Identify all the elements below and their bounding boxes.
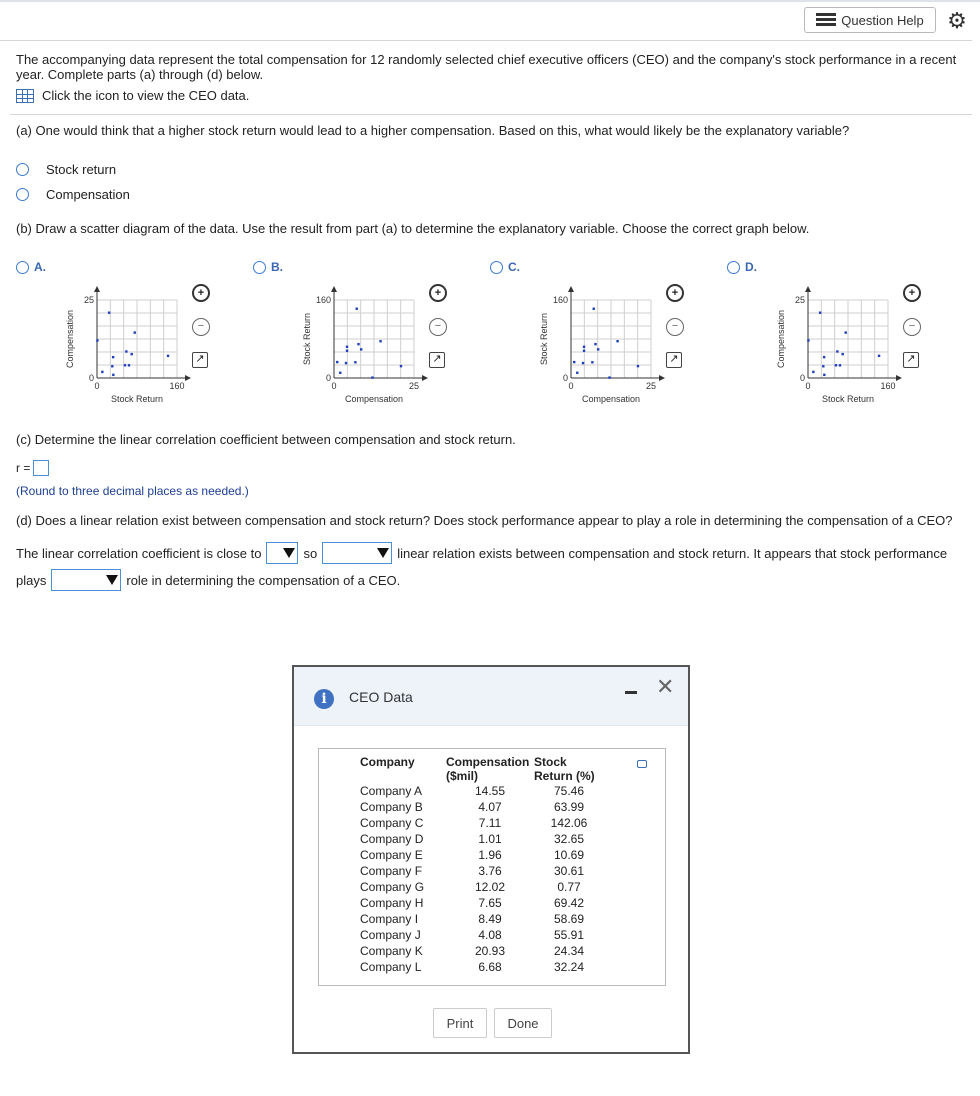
radio-compensation[interactable] xyxy=(16,188,29,201)
radio-graph-3[interactable] xyxy=(490,261,503,274)
zoom-in-icon[interactable]: + xyxy=(666,284,684,302)
company: Company H xyxy=(360,896,424,910)
graph-option-label: B. xyxy=(271,260,283,274)
part-d-question: (d) Does a linear relation exist between compensation and stock return? Does stock performance appear to play a role in determining the compensation of a CEO? xyxy=(16,513,953,528)
data-point xyxy=(594,343,596,345)
company: Company L xyxy=(360,960,422,974)
data-point xyxy=(835,364,837,366)
x-axis-arrow xyxy=(659,375,665,381)
data-point xyxy=(128,364,130,366)
data-point xyxy=(134,331,136,333)
data-point xyxy=(845,331,847,333)
popout-icon[interactable]: ↗ xyxy=(429,352,445,368)
graph-option-label: D. xyxy=(745,260,757,274)
done-button[interactable]: Done xyxy=(494,1008,552,1038)
stock-return-cell: 32.24 xyxy=(553,960,585,974)
data-point xyxy=(336,361,338,363)
x-axis-arrow xyxy=(896,375,902,381)
relation-dropdown[interactable] xyxy=(322,542,392,564)
list-icon xyxy=(816,13,836,27)
y-tick-label: 0 xyxy=(799,373,805,383)
sentence-text: The linear correlation coefficient is close to xyxy=(16,545,262,561)
data-point xyxy=(807,339,809,341)
y-axis-arrow xyxy=(805,286,811,292)
data-point xyxy=(591,361,593,363)
zoom-in-icon[interactable]: + xyxy=(429,284,447,302)
table-row xyxy=(360,911,604,927)
company: Company F xyxy=(360,864,423,878)
table-icon[interactable] xyxy=(16,89,34,103)
compensation-cell: 7.11 xyxy=(478,816,502,830)
compensation-cell: 20.93 xyxy=(474,944,506,958)
ceo-data-link[interactable] xyxy=(16,88,249,103)
stock-return-cell: 63.99 xyxy=(553,800,585,814)
x-tick-label: 0 xyxy=(568,381,574,391)
data-point xyxy=(839,364,841,366)
data-point xyxy=(111,365,113,367)
ceo-data-table xyxy=(360,755,604,975)
data-point xyxy=(637,365,639,367)
intro-text: The accompanying data represent the total compensation for 12 randomly selected chief executive officers (CEO) and the company's stock performance in a recent year. Complete parts (a) through (d) below. xyxy=(16,52,957,82)
stock-return-cell: 10.69 xyxy=(553,848,585,862)
data-point xyxy=(356,308,358,310)
stock-return-cell: 0.77 xyxy=(557,880,581,894)
x-tick-label: 0 xyxy=(331,381,337,391)
part-c-question: (c) Determine the linear correlation coefficient between compensation and stock return. xyxy=(16,432,516,447)
stock-return-cell: 30.61 xyxy=(553,864,585,878)
dropdown-arrow-icon xyxy=(377,548,389,558)
part-a-question: (a) One would think that a higher stock return would lead to a higher compensation. Based on this, what would likely be the explanatory variable? xyxy=(16,123,850,138)
graph-option-4[interactable] xyxy=(727,260,757,274)
info-icon: i xyxy=(314,689,334,709)
data-point xyxy=(167,355,169,357)
y-tick-label: 25 xyxy=(794,295,805,305)
y-axis-label: Compensation xyxy=(65,309,75,369)
table-row xyxy=(360,959,604,975)
ceo-data-table-box xyxy=(318,748,666,986)
question-help-button[interactable] xyxy=(804,7,936,33)
zoom-out-icon[interactable]: − xyxy=(429,318,447,336)
y-axis-arrow xyxy=(94,286,100,292)
table-row xyxy=(360,879,604,895)
y-tick-label: 0 xyxy=(325,373,331,383)
data-point xyxy=(339,372,341,374)
zoom-in-icon[interactable]: + xyxy=(192,284,210,302)
sentence-text: role in determining the compensation of a CEO. xyxy=(126,572,401,588)
table-row xyxy=(360,799,604,815)
sentence-text: plays xyxy=(16,572,47,588)
stock-return-cell: 24.34 xyxy=(553,944,585,958)
data-point xyxy=(608,376,610,378)
option-label: Stock return xyxy=(46,162,117,177)
data-point xyxy=(108,311,110,313)
stock-return-cell: 58.69 xyxy=(553,912,585,926)
compensation-cell: 14.55 xyxy=(474,784,506,798)
col-compensation-line2: ($mil) xyxy=(446,769,479,783)
radio-graph-1[interactable] xyxy=(16,261,29,274)
stock-return-cell: 32.65 xyxy=(553,832,585,846)
close-icon[interactable]: ✕ xyxy=(656,674,675,699)
col-compensation xyxy=(446,755,534,783)
table-row xyxy=(360,943,604,959)
data-point xyxy=(836,350,838,352)
compensation-cell: 4.07 xyxy=(478,800,502,814)
data-point xyxy=(819,311,821,313)
r-input[interactable] xyxy=(33,460,49,476)
popout-icon[interactable]: ↗ xyxy=(192,352,208,368)
data-point xyxy=(124,364,126,366)
stock-return-cell: 69.42 xyxy=(553,896,585,910)
r-answer xyxy=(16,460,49,476)
x-tick-label: 0 xyxy=(94,381,100,391)
company: Company K xyxy=(360,944,423,958)
minimize-icon[interactable] xyxy=(625,691,637,694)
data-point xyxy=(583,350,585,352)
data-point xyxy=(125,350,127,352)
data-point xyxy=(576,372,578,374)
option-label: Compensation xyxy=(46,187,130,202)
x-tick-label: 25 xyxy=(645,381,657,391)
compensation-cell: 6.68 xyxy=(478,960,502,974)
zoom-out-icon[interactable]: − xyxy=(903,318,921,336)
popout-icon[interactable]: ↗ xyxy=(903,352,919,368)
company: Company A xyxy=(360,784,423,798)
data-point xyxy=(573,361,575,363)
x-axis-label: Compensation xyxy=(344,394,404,404)
col-stock-line2: Return (%) xyxy=(534,769,595,783)
option-stock-return[interactable] xyxy=(16,162,116,177)
data-point xyxy=(354,361,356,363)
y-axis-arrow xyxy=(568,286,574,292)
ceo-data-link-label: Click the icon to view the CEO data. xyxy=(42,88,250,103)
data-point xyxy=(823,374,825,376)
role-dropdown[interactable] xyxy=(51,569,121,591)
data-point xyxy=(346,346,348,348)
compensation-cell: 1.01 xyxy=(478,832,502,846)
y-tick-label: 25 xyxy=(83,295,94,305)
company: Company D xyxy=(360,832,424,846)
compensation-cell: 12.02 xyxy=(474,880,506,894)
ceo-data-dialog xyxy=(292,665,690,1054)
data-point xyxy=(842,353,844,355)
correlation-dropdown[interactable] xyxy=(266,542,298,564)
data-point xyxy=(583,346,585,348)
x-tick-label: 25 xyxy=(408,381,420,391)
divider xyxy=(10,114,972,115)
compensation-cell: 3.76 xyxy=(478,864,502,878)
popout-icon[interactable] xyxy=(637,760,647,768)
compensation-cell: 7.65 xyxy=(478,896,502,910)
col-company: Company xyxy=(360,755,415,769)
data-point xyxy=(812,371,814,373)
r-label: r = xyxy=(16,461,31,475)
stock-return-cell: 142.06 xyxy=(550,816,588,830)
company: Company E xyxy=(360,848,423,862)
radio-graph-2[interactable] xyxy=(253,261,266,274)
data-point xyxy=(823,356,825,358)
data-point xyxy=(96,339,98,341)
data-point xyxy=(112,374,114,376)
y-tick-label: 0 xyxy=(562,373,568,383)
data-point xyxy=(346,350,348,352)
zoom-out-icon[interactable]: − xyxy=(192,318,210,336)
x-axis-label: Compensation xyxy=(581,394,641,404)
x-tick-label: 160 xyxy=(880,381,896,391)
graph-option-3[interactable] xyxy=(490,260,520,274)
graph-option-2[interactable] xyxy=(253,260,283,274)
dropdown-arrow-icon xyxy=(283,548,295,558)
y-axis-label: Stock Return xyxy=(302,312,312,366)
x-axis-label: Stock Return xyxy=(110,394,164,404)
y-tick-label: 160 xyxy=(552,295,568,305)
company: Company G xyxy=(360,880,425,894)
table-row xyxy=(360,895,604,911)
zoom-in-icon[interactable]: + xyxy=(903,284,921,302)
graph-option-label: A. xyxy=(34,260,46,274)
part-d-sentence-1 xyxy=(16,542,947,564)
x-axis-arrow xyxy=(185,375,191,381)
part-d-sentence-2 xyxy=(16,569,400,591)
sentence-text: so xyxy=(303,545,318,561)
dialog-header xyxy=(294,667,688,726)
zoom-out-icon[interactable]: − xyxy=(666,318,684,336)
divider xyxy=(0,40,972,41)
graph-option-label: C. xyxy=(508,260,520,274)
table-row xyxy=(360,847,604,863)
data-point xyxy=(593,308,595,310)
dropdown-arrow-icon xyxy=(106,575,118,585)
data-point xyxy=(616,340,618,342)
compensation-cell: 4.08 xyxy=(478,928,502,942)
table-row xyxy=(360,927,604,943)
dialog-title: CEO Data xyxy=(349,689,413,705)
stock-return-cell: 55.91 xyxy=(553,928,585,942)
data-point xyxy=(582,362,584,364)
print-button[interactable]: Print xyxy=(433,1008,487,1038)
part-b-question: (b) Draw a scatter diagram of the data. Use the result from part (a) to determine the explanatory variable. Choose the correct graph below. xyxy=(16,221,810,236)
data-point xyxy=(371,376,373,378)
question-help-label: Question Help xyxy=(841,12,924,28)
stock-return-cell: 75.46 xyxy=(553,784,585,798)
data-point xyxy=(357,343,359,345)
data-point xyxy=(878,355,880,357)
data-point xyxy=(101,371,103,373)
col-stock-return xyxy=(534,755,604,783)
top-border xyxy=(0,0,980,2)
data-point xyxy=(360,348,362,350)
x-axis-arrow xyxy=(422,375,428,381)
data-point xyxy=(131,353,133,355)
y-tick-label: 160 xyxy=(315,295,331,305)
y-tick-label: 0 xyxy=(88,373,94,383)
table-row xyxy=(360,815,604,831)
y-axis-label: Compensation xyxy=(776,309,786,369)
sentence-text: linear relation exists between compensation and stock return. It appears that stock performance xyxy=(397,545,948,561)
y-axis-arrow xyxy=(331,286,337,292)
x-tick-label: 0 xyxy=(805,381,811,391)
data-point xyxy=(400,365,402,367)
popout-icon[interactable]: ↗ xyxy=(666,352,682,368)
col-compensation-line1: Compensation xyxy=(446,755,530,769)
company: Company C xyxy=(360,816,424,830)
table-row xyxy=(360,783,604,799)
data-point xyxy=(379,340,381,342)
data-point xyxy=(345,362,347,364)
company: Company B xyxy=(360,800,423,814)
round-note: (Round to three decimal places as needed.) xyxy=(16,484,249,498)
gear-icon[interactable]: ⚙ xyxy=(947,8,967,33)
data-point xyxy=(597,348,599,350)
table-row xyxy=(360,831,604,847)
compensation-cell: 1.96 xyxy=(478,848,502,862)
option-compensation[interactable] xyxy=(16,187,130,202)
x-axis-label: Stock Return xyxy=(821,394,875,404)
company: Company I xyxy=(360,912,419,926)
y-axis-label: Stock Return xyxy=(539,312,549,366)
graph-option-1[interactable] xyxy=(16,260,46,274)
radio-stock-return[interactable] xyxy=(16,163,29,176)
compensation-cell: 8.49 xyxy=(478,912,502,926)
x-tick-label: 160 xyxy=(169,381,185,391)
col-stock-line1: Stock xyxy=(534,755,567,769)
data-point xyxy=(112,356,114,358)
radio-graph-4[interactable] xyxy=(727,261,740,274)
data-point xyxy=(822,365,824,367)
table-row xyxy=(360,863,604,879)
company: Company J xyxy=(360,928,421,942)
